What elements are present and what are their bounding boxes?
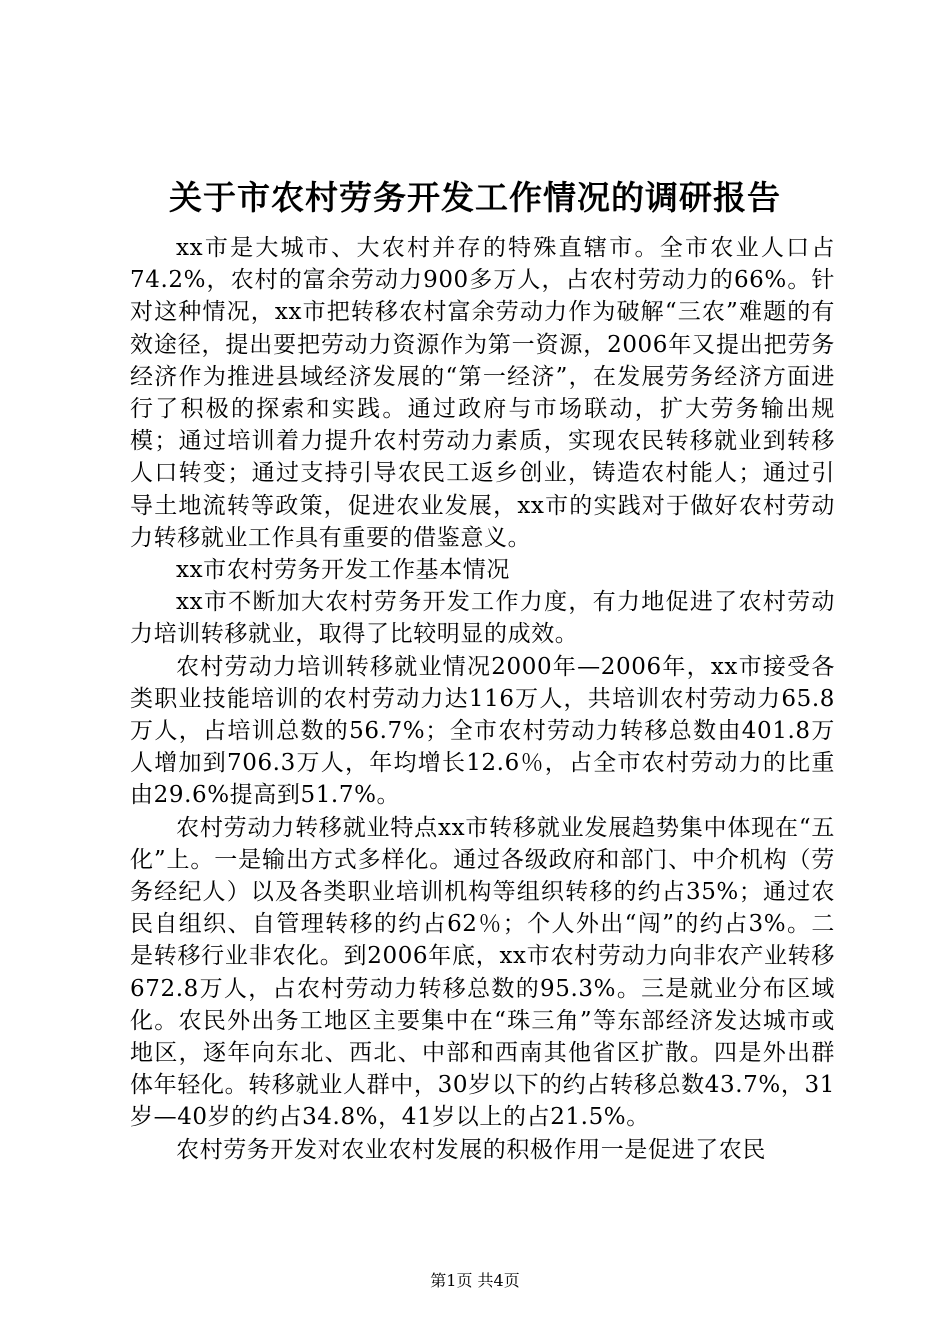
- paragraph-characteristics: 农村劳动力转移就业特点xx市转移就业发展趋势集中体现在“五化”上。一是输出方式多样化。通过各级政府和部门、中介机构（劳务经纪人）以及各类职业培训机构等组织转移的约占35%；通过农民自组织、自管理转移的约占62％；个人外出“闯”的约占3%。二是转移行业非农化。到2006年底，xx市农村劳动力向非农产业转移672.8万人，占农村劳动力转移总数的95.3%。三是就业分布区域化。农民外出务工地区主要集中在“珠三角”等东部经济发达城市或地区，逐年向东北、西北、中部和西南其他省区扩散。四是外出群体年轻化。转移就业人群中，30岁以下的约占转移总数43.7%，31岁—40岁的约占34.8%，41岁以上的占21.5%。: [130, 814, 835, 1131]
- paragraph-overview: xx市不断加大农村劳务开发工作力度，有力地促进了农村劳动力培训转移就业，取得了比较明显的成效。: [130, 589, 835, 648]
- document-body: [130, 232, 835, 1166]
- section-heading: xx市农村劳务开发工作基本情况: [176, 557, 510, 584]
- document-title: 关于市农村劳务开发工作情况的调研报告: [169, 178, 781, 217]
- page-footer: 第1页 共4页: [430, 1271, 520, 1290]
- paragraph-intro: xx市是大城市、大农村并存的特殊直辖市。全市农业人口占74.2%，农村的富余劳动力900多万人，占农村劳动力的66%。针对这种情况，xx市把转移农村富余劳动力作为破解“三农”难题的有效途径，提出要把劳动力资源作为第一资源，2006年又提出把劳务经济作为推进县域经济发展的“第一经济”，在发展劳务经济方面进行了积极的探索和实践。通过政府与市场联动，扩大劳务输出规模；通过培训着力提升农村劳动力素质，实现农民转移就业到转移人口转变；通过支持引导农民工返乡创业，铸造农村能人；通过引导土地流转等政策，促进农业发展，xx市的实践对于做好农村劳动力转移就业工作具有重要的借鉴意义。: [130, 235, 835, 551]
- paragraph-effects: 农村劳务开发对农业农村发展的积极作用一是促进了农民: [176, 1136, 766, 1163]
- paragraph-training: 农村劳动力培训转移就业情况2000年—2006年，xx市接受各类职业技能培训的农村劳动力达116万人，共培训农村劳动力65.8万人，占培训总数的56.7%；全市农村劳动力转移总数由401.8万人增加到706.3万人，年均增长12.6％，占全市农村劳动力的比重由29.6%提高到51.7%。: [130, 653, 835, 809]
